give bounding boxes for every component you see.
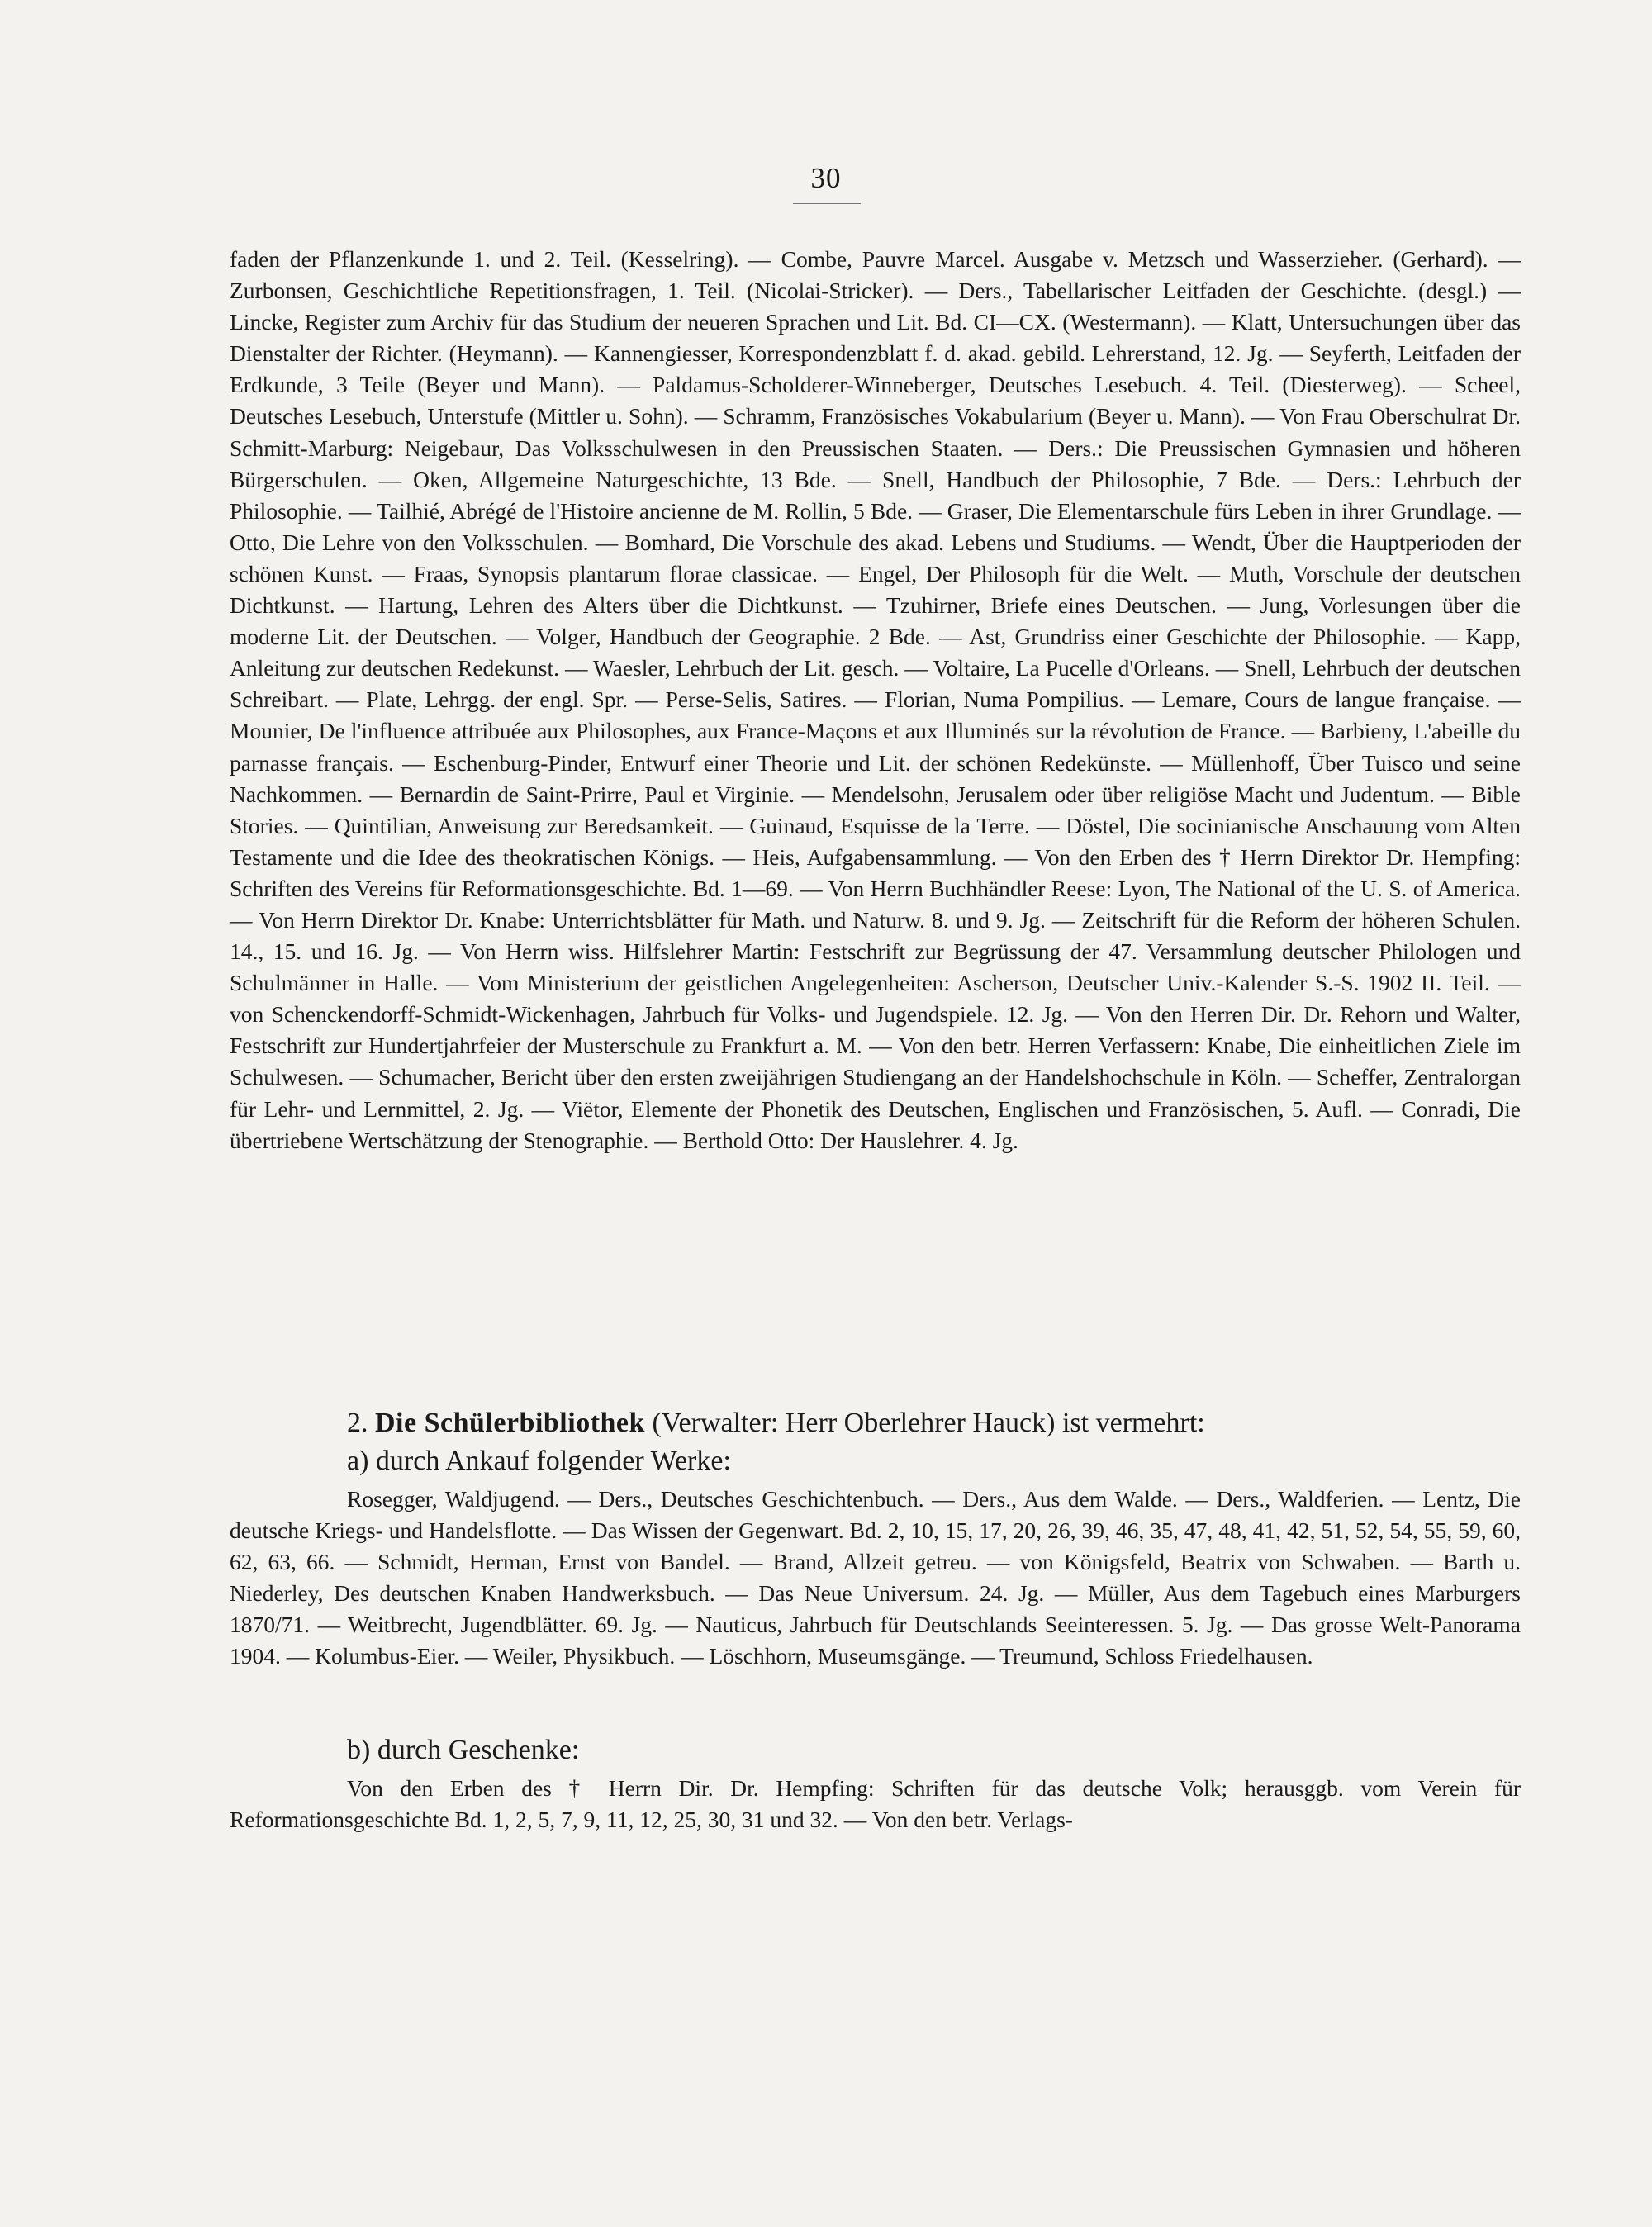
subsection-heading-b bbox=[347, 1734, 579, 1767]
subsection-a-text: Rosegger, Waldjugend. — Ders., Deutsches Geschichtenbuch. — Ders., Aus dem Walde. — Ders., Waldferien. — Lentz, Die deutsche Kriegs- und Handelsflotte. — Das Wissen der Gegenwart. Bd. 2, 10, 15, 17, 20, 26, 39, 46, 35, 47, 48, 41, 42, 51, 52, 54, 55, 59, 60, 62, 63, 66. — Schmidt, Herman, Ernst von Bandel. — Brand, Allzeit getreu. — von Königsfeld, Beatrix von Schwaben. — Barth u. Niederley, Des deutschen Knaben Handwerksbuch. — Das Neue Universum. 24. Jg. — Müller, Aus dem Tagebuch eines Marburgers 1870/71. — Weitbrecht, Jugendblätter. 69. Jg. — Nauticus, Jahrbuch für Deutschlands Seeinteressen. 5. Jg. — Das grosse Welt-Panorama 1904. — Kolumbus-Eier. — Weiler, Physikbuch. — Löschhorn, Museumsgänge. — Treumund, Schloss Friedelhausen. bbox=[230, 1486, 1521, 1669]
subsection-b-text: Von den Erben des † Herrn Dir. Dr. Hempfing: Schriften für das deutsche Volk; herausggb. vom Verein für Reformationsgeschichte Bd. 1, 2, 5, 7, 9, 11, 12, 25, 30, 31 und 32. — Von den betr. Verlags- bbox=[230, 1775, 1521, 1833]
section-note: (Verwalter: Herr Oberlehrer Hauck) ist vermehrt: bbox=[652, 1408, 1205, 1438]
main-paragraph-text: faden der Pflanzenkunde 1. und 2. Teil. (Kesselring). — Combe, Pauvre Marcel. Ausgabe v. Metzsch und Wasserzieher. (Gerhard). — Zurbonsen, Geschichtliche Repetitionsfragen, 1. Teil. (Nicolai-Stricker). — Ders., Tabellarischer Leitfaden der Geschichte. (desgl.) — Lincke, Register zum Archiv für das Studium der neueren Sprachen und Lit. Bd. CI—CX. (Westermann). — Klatt, Untersuchungen über das Dienstalter der Richter. (Heymann). — Kannengiesser, Korrespondenzblatt f. d. akad. gebild. Lehrerstand, 12. Jg. — Seyferth, Leitfaden der Erdkunde, 3 Teile (Beyer und Mann). — Paldamus-Scholderer-Winneberger, Deutsches Lesebuch. 4. Teil. (Diesterweg). — Scheel, Deutsches Lesebuch, Unterstufe (Mittler u. Sohn). — Schramm, Französisches Vokabularium (Beyer u. Mann). — Von Frau Oberschulrat Dr. Schmitt-Marburg: Neigebaur, Das Volksschulwesen in den Preussischen Staaten. — Ders.: Die Preussischen Gymnasien und höheren Bürgerschulen. — Oken, Allgemeine Naturgeschichte, 13 Bde. — Snell, Handbuch der Philosophie, 7 Bde. — Ders.: Lehrbuch der Philosophie. — Tailhié, Abrégé de l'Histoire ancienne de M. Rollin, 5 Bde. — Graser, Die Elementarschule fürs Leben in ihrer Grundlage. — Otto, Die Lehre von den Volksschulen. — Bomhard, Die Vorschule des akad. Lebens und Studiums. — Wendt, Über die Hauptperioden der schönen Kunst. — Fraas, Synopsis plantarum florae classicae. — Engel, Der Philosoph für die Welt. — Muth, Vorschule der deutschen Dichtkunst. — Hartung, Lehren des Alters über die Dichtkunst. — Tzuhirner, Briefe eines Deutschen. — Jung, Vorlesungen über die moderne Lit. der Deutschen. — Volger, Handbuch der Geographie. 2 Bde. — Ast, Grundriss einer Geschichte der Philosophie. — Kapp, Anleitung zur deutschen Redekunst. — Waesler, Lehrbuch der Lit. gesch. — Voltaire, La Pucelle d'Orleans. — Snell, Lehrbuch der deutschen Schreibart. — Plate, Lehrgg. der engl. Spr. — Perse-Selis, Satires. — Florian, Numa Pompilius. — Lemare, Cours de langue française. — Mounier, De l'influence attribuée aux Philosophes, aux France-Maçons et aux Illuminés sur la révolution de France. — Barbieny, L'abeille du parnasse français. — Eschenburg-Pinder, Entwurf einer Theorie und Lit. der schönen Redekünste. — Müllenhoff, Über Tuisco und seine Nachkommen. — Bernardin de Saint-Prirre, Paul et Virginie. — Mendelsohn, Jerusalem oder über religiöse Macht und Judentum. — Bible Stories. — Quintilian, Anweisung zur Beredsamkeit. — Guinaud, Esquisse de la Terre. — Döstel, Die socinianische Anschauung vom Alten Testamente und die Idee des theokratischen Königs. — Heis, Aufgabensammlung. — Von den Erben des † Herrn Direktor Dr. Hempfing: Schriften des Vereins für Reformationsgeschichte. Bd. 1—69. — Von Herrn Buchhändler Reese: Lyon, The National of the U. S. of America. — Von Herrn Direktor Dr. Knabe: Unterrichtsblätter für Math. und Naturw. 8. und 9. Jg. — Zeitschrift für die Reform der höheren Schulen. 14., 15. und 16. Jg. — Von Herrn wiss. Hilfslehrer Martin: Festschrift zur Begrüssung der 47. Versammlung deutscher Philologen und Schulmänner in Halle. — Vom Ministerium der geistlichen Angelegenheiten: Ascherson, Deutscher Univ.-Kalender S.-S. 1902 II. Teil. — von Schenckendorff-Schmidt-Wickenhagen, Jahrbuch für Volks- und Jugendspiele. 12. Jg. — Von den Herren Dir. Dr. Rehorn und Walter, Festschrift zur Hundertjahrfeier der Musterschule zu Frankfurt a. M. — Von den betr. Herren Verfassern: Knabe, Die einheitlichen Ziele im Schulwesen. — Schumacher, Bericht über den ersten zweijährigen Studiengang an der Handelshochschule in Köln. — Scheffer, Zentralorgan für Lehr- und Lernmittel, 2. Jg. — Viëtor, Elemente der Phonetik des Deutschen, Englischen und Französischen, 5. Aufl. — Conradi, Die übertriebene Wertschätzung der Stenographie. — Berthold Otto: Der Hauslehrer. 4. Jg. bbox=[230, 246, 1521, 1153]
subsection-a-label: a) durch Ankauf folgender Werke: bbox=[347, 1446, 731, 1476]
subsection-heading-a bbox=[347, 1445, 731, 1478]
main-paragraph bbox=[230, 244, 1521, 1156]
section-title: Die Schülerbibliothek bbox=[375, 1408, 645, 1438]
section-number: 2. bbox=[347, 1408, 368, 1438]
subsection-b-paragraph bbox=[230, 1773, 1521, 1835]
page-number-rule bbox=[793, 203, 861, 204]
page-number: 30 bbox=[810, 162, 842, 194]
section-heading-schuelerbibliothek bbox=[347, 1407, 1205, 1440]
subsection-b-label: b) durch Geschenke: bbox=[347, 1735, 580, 1765]
subsection-a-paragraph bbox=[230, 1484, 1521, 1673]
